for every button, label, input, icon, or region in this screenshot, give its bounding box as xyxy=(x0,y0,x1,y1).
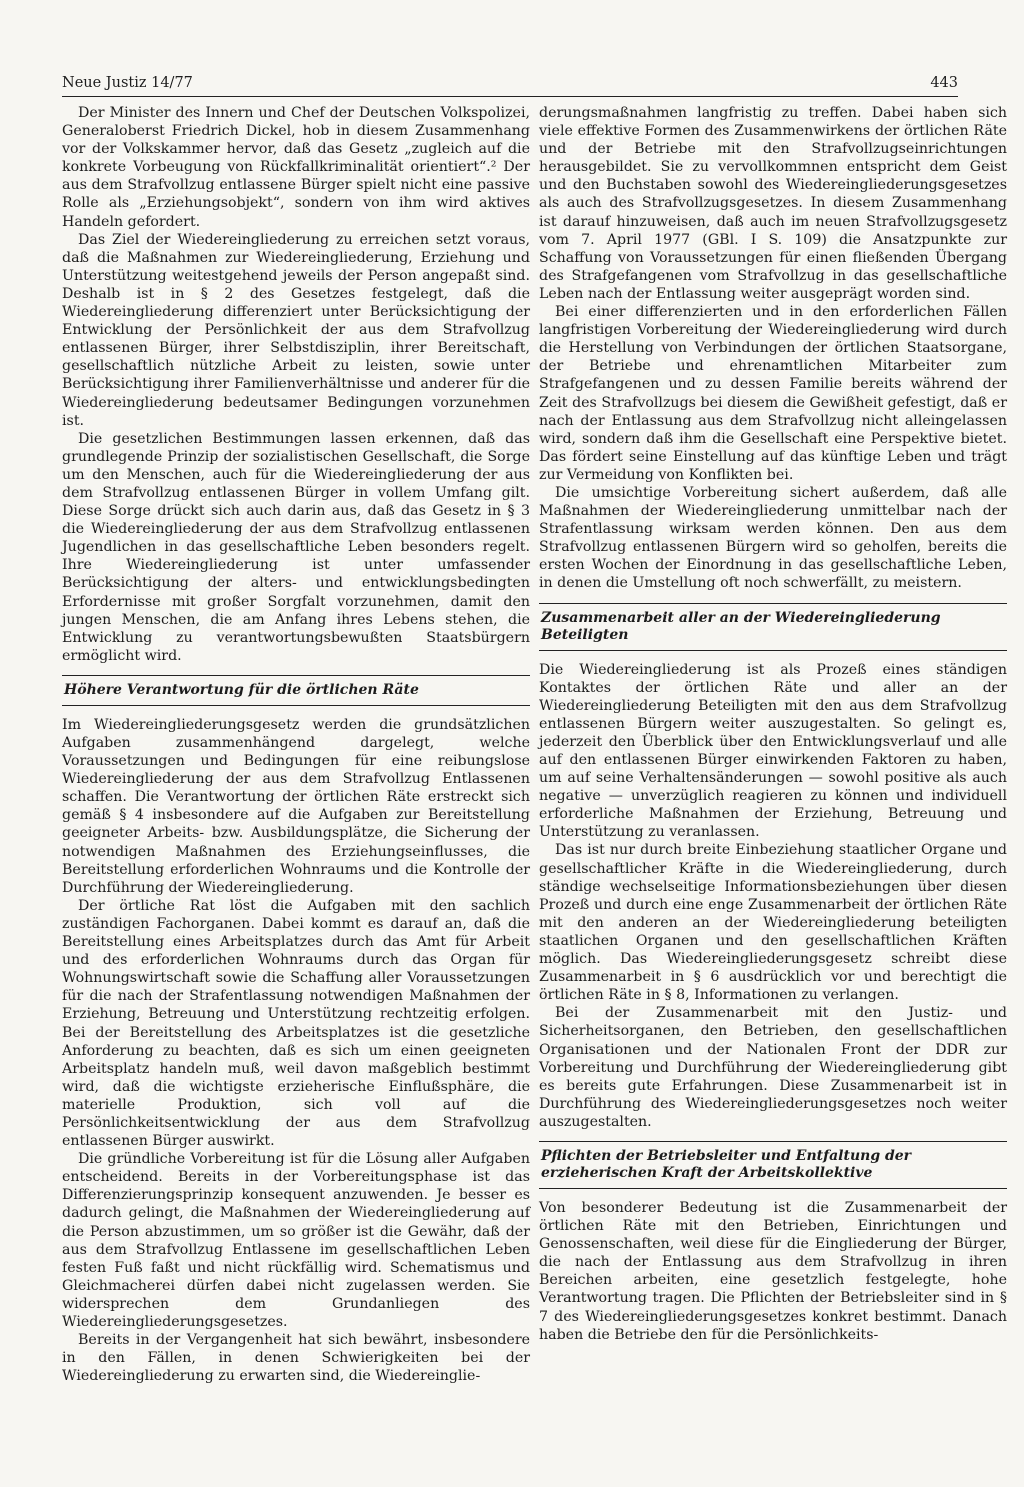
section-heading: Pflichten der Betriebsleiter und Entfaltung der erzieherischen Kraft der Arbeitskollektive xyxy=(539,1141,1007,1189)
paragraph: Der örtliche Rat löst die Aufgaben mit den sachlich zuständigen Fachorganen. Dabei kommt es darauf an, daß die Bereitstellung eines Arbeitsplatzes durch das Amt für Arbeit und des erforderlichen Wohnraums durch das Organ für Wohnungswirtschaft sowie die Schaffung aller Voraussetzungen für die nach der Strafentlassung notwendigen Maßnahmen der Erziehung, Betreuung und Unterstützung rechtzeitig erfolgen. Bei der Bereitstellung des Arbeitsplatzes ist die gesetzliche Anforderung zu beachten, daß es sich um einen geeigneten Arbeitsplatz handeln muß, weil davon maßgeblich bestimmt wird, daß die wichtigste erzieherische Einflußsphäre, die materielle Produktion, sich voll auf die Persönlichkeitsentwicklung der aus dem Strafvollzug entlassenen Bürger auswirkt. xyxy=(62,897,530,1150)
paragraph: Im Wiedereingliederungsgesetz werden die grundsätzlichen Aufgaben zusammenhängend dargelegt, welche Voraussetzungen und Bedingungen für eine reibungslose Wiedereingliederung der aus dem Strafvollzug Entlassenen schaffen. Die Verantwortung der örtlichen Räte erstreckt sich gemäß § 4 insbesondere auf die Aufgaben zur Bereitstellung geeigneter Arbeits- bzw. Ausbildungsplätze, die Sicherung der notwendigen Maßnahmen des Erziehungseinflusses, die Bereitstellung erforderlichen Wohnraums und die Kontrolle der Durchführung der Wiedereingliederung. xyxy=(62,716,530,896)
paragraph: Die Wiedereingliederung ist als Prozeß eines ständigen Kontaktes der örtlichen Räte und aller an der Wiedereingliederung Beteiligten mit den aus dem Strafvollzug entlassenen Bürgern weiter auszugestalten. So gelingt es, jederzeit den Überblick über den Entwicklungsverlauf und alle auf den entlassenen Bürger einwirkenden Faktoren zu haben, um auf seine Verhaltensänderungen — sowohl positive als auch negative — unverzüglich reagieren zu können und individuell erforderliche Maßnahmen der Erziehung, Betreuung und Unterstützung zu veranlassen. xyxy=(539,661,1007,841)
paragraph: Die gründliche Vorbereitung ist für die Lösung aller Aufgaben entscheidend. Bereits in der Vorbereitungsphase ist das Differenzierungsprinzip konsequent anzuwenden. Je besser es dadurch gelingt, die Maßnahmen der Wiedereingliederung auf die Person abzustimmen, um so größer ist die Gewähr, daß der aus dem Strafvollzug Entlassene im gesellschaftlichen Leben festen Fuß faßt und nicht rückfällig wird. Schematismus und Gleichmacherei dürfen dabei nicht zugelassen werden. Sie widersprechen dem Grundanliegen des Wiedereingliederungsgesetzes. xyxy=(62,1151,530,1330)
page-header xyxy=(62,74,958,97)
paragraph: Bereits in der Vergangenheit hat sich bewährt, insbesondere in den Fällen, in denen Schwierigkeiten bei der Wiedereingliederung zu erwarten sind, die Wiedereinglie- xyxy=(62,1332,530,1385)
section-heading: Höhere Verantwortung für die örtlichen Räte xyxy=(62,675,530,706)
journal-issue: Neue Justiz 14/77 xyxy=(62,75,193,91)
paragraph: Die gesetzlichen Bestimmungen lassen erkennen, daß das grundlegende Prinzip der sozialistischen Gesellschaft, die Sorge um den Menschen, auch für die Wiedereingliederung der aus dem Strafvollzug entlassenen Bürger in vollem Umfang gilt. Diese Sorge drückt sich auch darin aus, daß das Gesetz in § 3 die Wiedereingliederung der aus dem Strafvollzug entlassenen Jugendlichen in das gesellschaftliche Leben besonders regelt. Ihre Wiedereingliederung ist unter umfassender Berücksichtigung der alters- und entwicklungsbedingten Erfordernisse mit großer Sorgfalt vorzunehmen, damit den jungen Menschen, die am Anfang ihres Lebens stehen, die Entwicklung zu verantwortungsbewußten Staatsbürgern ermöglicht wird. xyxy=(62,430,530,664)
left-column xyxy=(62,104,530,1385)
paragraph: Die umsichtige Vorbereitung sichert außerdem, daß alle Maßnahmen der Wiedereingliederung unmittelbar nach der Strafentlassung wirksam werden können. Den aus dem Strafvollzug entlassenen Bürgern wird so geholfen, bereits die ersten Wochen der Einordnung in das gesellschaftliche Leben, in denen die Umstellung oft noch schwerfällt, zu meistern. xyxy=(539,484,1007,592)
paragraph: Von besonderer Bedeutung ist die Zusammenarbeit der örtlichen Räte mit den Betrieben, Einrichtungen und Genossenschaften, weil diese für die Eingliederung der Bürger, die nach der Entlassung aus dem Strafvollzug in ihren Bereichen arbeiten, eine gesetzlich festgelegte, hohe Verantwortung tragen. Die Pflichten der Betriebsleiter sind in § 7 des Wiedereingliederungsgesetzes konkret bestimmt. Danach haben die Betriebe den für die Persönlichkeits- xyxy=(539,1199,1007,1343)
section-heading: Zusammenarbeit aller an der Wiedereingliederung Beteiligten xyxy=(539,603,1007,651)
paragraph: Bei der Zusammenarbeit mit den Justiz- und Sicherheitsorganen, den Betrieben, den gesellschaftlichen Organisationen und der Nationalen Front der DDR zur Vorbereitung und Durchführung der Wiedereingliederung gibt es bereits gute Erfahrungen. Diese Zusammenarbeit ist in Durchführung des Wiedereingliederungsgesetzes noch weiter auszugestalten. xyxy=(539,1005,1007,1130)
paragraph: Bei einer differenzierten und in den erforderlichen Fällen langfristigen Vorbereitung der Wiedereingliederung wird durch die Herstellung von Verbindungen der örtlichen Staatsorgane, der Betriebe und ehrenamtlichen Mitarbeiter zum Strafgefangenen und zu dessen Familie bereits während der Zeit des Strafvollzugs bei diesem die Gewißheit gefestigt, daß er nach der Entlassung aus dem Strafvollzug nicht alleingelassen wird, sondern daß ihm die Gesellschaft eine Perspektive bietet. Das fördert seine Einstellung auf das künftige Leben und trägt zur Vermeidung von Konflikten bei. xyxy=(539,304,1007,483)
paragraph: Der Minister des Innern und Chef der Deutschen Volkspolizei, Generaloberst Friedrich Dickel, hob in diesem Zusammenhang vor der Volkskammer hervor, daß das Gesetz „zugleich auf die konkrete Vorbeugung von Rückfallkriminalität orientiert“.² Der aus dem Strafvollzug entlassene Bürger spielt nicht eine passive Rolle als „Erziehungsobjekt“, sondern von ihm wird aktives Handeln gefordert. xyxy=(62,105,530,230)
paragraph: derungsmaßnahmen langfristig zu treffen. Dabei haben sich viele effektive Formen des Zusammenwirkens der örtlichen Räte und der Betriebe mit den Strafvollzugseinrichtungen herausgebildet. Sie zu vervollkommnen entspricht dem Geist und den Buchstaben sowohl des Wiedereingliederungsgesetzes als auch des Strafvollzugsgesetzes. In diesem Zusammenhang ist darauf hinzuweisen, daß auch im neuen Strafvollzugsgesetz vom 7. April 1977 (GBl. I S. 109) die Ansatzpunkte zur Schaffung von Voraussetzungen für einen fließenden Übergang des Strafgefangenen vom Strafvollzug in das gesellschaftliche Leben nach der Entlassung weiter ausgeprägt worden sind. xyxy=(539,105,1007,302)
paragraph: Das Ziel der Wiedereingliederung zu erreichen setzt voraus, daß die Maßnahmen zur Wiedereingliederung, Erziehung und Unterstützung weitestgehend jeweils der Person angepaßt sind. Deshalb ist in § 2 des Gesetzes festgelegt, daß die Wiedereingliederung differenziert unter Berücksichtigung der Entwicklung der Persönlichkeit der aus dem Strafvollzug entlassenen Bürger, ihrer Selbstdisziplin, ihrer Bereitschaft, gesellschaftlich nützliche Arbeit zu leisten, sowie unter Berücksichtigung ihrer Familienverhältnisse und anderer für die Wiedereingliederung bedeutsamer Bedingungen vorzunehmen ist. xyxy=(62,231,530,429)
page-number: 443 xyxy=(930,75,958,91)
right-column xyxy=(539,104,1007,1344)
paragraph: Das ist nur durch breite Einbeziehung staatlicher Organe und gesellschaftlicher Kräfte in die Wiedereingliederung, durch ständige wechselseitige Informationsbeziehungen über diesen Prozeß und durch eine enge Zusammenarbeit der örtlichen Räte mit den anderen an der Wiedereingliederung beteiligten staatlichen Organen und den gesellschaftlichen Kräften möglich. Das Wiedereingliederungsgesetz schreibt diese Zusammenarbeit in § 6 ausdrücklich vor und berechtigt die örtlichen Räte in § 8, Informationen zu verlangen. xyxy=(539,842,1007,1004)
